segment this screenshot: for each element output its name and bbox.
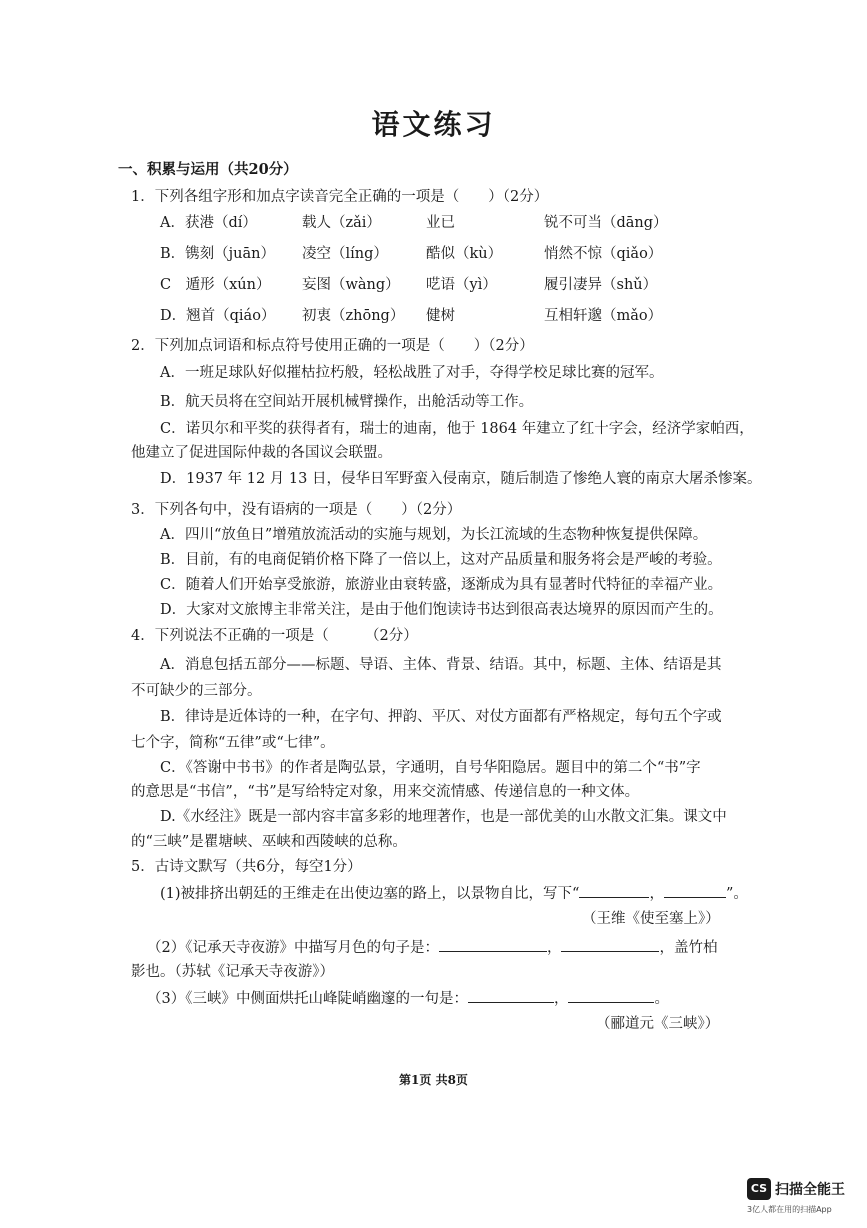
q2-option-c-line1: C．诺贝尔和平奖的获得者有，瑞士的迪南，他于 1864 年建立了红十字会，经济学家帕西，	[160, 421, 754, 437]
q5-part3-text: （3）《三峡》中侧面烘托山峰陡峭幽邃的一句是：	[147, 991, 468, 1007]
q5-part1-blank2[interactable]	[664, 883, 726, 898]
q4-option-d-line2: 的“三峡”是瞿塘峡、巫峡和西陵峡的总称。	[131, 834, 407, 850]
q1-a-3: 业已	[426, 215, 455, 231]
section-heading: 一、积累与运用（共20分）	[118, 161, 298, 178]
q5-part2-line2: 影也。（苏轼《记承天寺夜游》）	[131, 964, 334, 980]
q1-d-4: 互相轩邈（mǎo）	[544, 308, 663, 324]
q3-option-b: B．目前，有的电商促销价格下降了一倍以上，这对产品质量和服务将会是严峻的考验。	[160, 552, 722, 568]
q4-option-a-line2: 不可缺少的三部分。	[131, 683, 262, 699]
q1-b-1: B．镌刻（juān）	[160, 246, 275, 262]
q3-option-a: A．四川“放鱼日”增殖放流活动的实施与规划，为长江流域的生态物种恢复提供保障。	[160, 527, 708, 543]
q5-part3-blank1[interactable]	[468, 988, 554, 1003]
q5-part1-end: ”。	[725, 886, 748, 902]
q5-part1-text: (1)被排挤出朝廷的王维走在出使边塞的路上，以景物自比，写下“	[160, 886, 580, 902]
q5-part3-source: （郦道元《三峡》）	[596, 1016, 720, 1032]
q4-option-c-line1: C．《答谢中书书》的作者是陶弘景，字通明，自号华阳隐居。题目中的第二个“书”字	[160, 760, 701, 776]
q5-part1	[160, 883, 748, 904]
q4-option-d-line1: D.《水经注》既是一部内容丰富多彩的地理著作，也是一部优美的山水散文汇集。课文中	[160, 809, 727, 825]
q5-part3	[147, 988, 669, 1009]
q4-option-c-line2: 的意思是“书信”，“书”是写给特定对象，用来交流情感、传递信息的一种文体。	[131, 784, 640, 800]
q5-part2-text: （2）《记承天寺夜游》中描写月色的句子是：	[147, 940, 439, 956]
q5-part3-blank2[interactable]	[568, 988, 654, 1003]
q4-option-a-line1: A．消息包括五部分——标题、导语、主体、背景、结语。其中，标题、主体、结语是其	[160, 657, 722, 673]
q1-b-2: 凌空（líng）	[302, 246, 388, 262]
q1-c-2: 妄图（wàng）	[302, 277, 400, 293]
q3-option-d: D．大家对文旅博主非常关注，是由于他们饱读诗书达到很高表达境界的原因而产生的。	[160, 602, 723, 618]
q5-part2-tail: ，盖竹柏	[659, 940, 718, 956]
scanner-watermark	[747, 1178, 859, 1218]
q1-c-1: C 遁形（xún）	[160, 277, 271, 293]
q1-d-3: 健树	[426, 308, 455, 324]
watermark-tagline: 3亿人都在用的扫描App	[747, 1205, 832, 1214]
q5-part1-source: （王维《使至塞上》）	[582, 911, 720, 927]
q1-b-3: 酷似（kù）	[426, 246, 503, 262]
q5-part1-comma: ，	[649, 886, 664, 902]
q4-option-b-line1: B．律诗是近体诗的一种，在字句、押韵、平仄、对仗方面都有严格规定，每句五个字或	[160, 709, 722, 725]
q5-stem: 5．古诗文默写（共6分，每空1分）	[131, 859, 362, 875]
q3-option-c: C．随着人们开始享受旅游，旅游业由衰转盛，逐渐成为具有显著时代特征的幸福产业。	[160, 577, 723, 593]
camscanner-logo-icon: CS	[747, 1178, 771, 1200]
q2-option-d: D．1937 年 12 月 13 日，侵华日军野蛮入侵南京，随后制造了惨绝人寰的南京大屠杀惨案。	[160, 471, 762, 487]
q1-c-4: 履引凄异（shǔ）	[544, 277, 658, 293]
q2-option-a: A．一班足球队好似摧枯拉朽般，轻松战胜了对手，夺得学校足球比赛的冠军。	[160, 365, 664, 381]
q2-option-c-line2: 他建立了促进国际仲裁的各国议会联盟。	[131, 445, 392, 461]
q5-part2-blank1[interactable]	[439, 937, 547, 952]
q2-stem: 2．下列加点词语和标点符号使用正确的一项是（ ）（2分）	[131, 338, 534, 354]
q4-option-b-line2: 七个字，简称“五律”或“七律”。	[131, 735, 335, 751]
q1-a-4: 锐不可当（dāng）	[544, 215, 668, 231]
q2-option-b: B．航天员将在空间站开展机械臂操作，出舱活动等工作。	[160, 394, 534, 410]
q1-d-1: D．翘首（qiáo）	[160, 308, 276, 324]
q5-part2-blank2[interactable]	[561, 937, 659, 952]
q1-a-1: A．获港（dí）	[160, 215, 257, 231]
watermark-name: 扫描全能王	[775, 1182, 845, 1198]
q5-part2	[147, 937, 717, 958]
q3-stem: 3．下列各句中，没有语病的一项是（ ）（2分）	[131, 502, 462, 518]
q5-part3-end: 。	[654, 991, 669, 1007]
q1-b-4: 悄然不惊（qiǎo）	[544, 246, 663, 262]
q1-stem: 1．下列各组字形和加点字读音完全正确的一项是（ ）（2分）	[131, 189, 549, 205]
q5-part1-blank1[interactable]	[579, 883, 649, 898]
q1-d-2: 初衷（zhōng）	[302, 308, 405, 324]
q1-a-2: 载人（zǎi）	[302, 215, 381, 231]
page-title: 语文练习	[371, 108, 496, 141]
q4-stem: 4．下列说法不正确的一项是（ （2分）	[131, 628, 418, 644]
q5-part3-comma: ，	[553, 991, 569, 1007]
page-footer: 第1页 共8页	[399, 1073, 468, 1087]
q5-part2-comma: ，	[546, 940, 562, 956]
q1-c-3: 呓语（yì）	[426, 277, 497, 293]
